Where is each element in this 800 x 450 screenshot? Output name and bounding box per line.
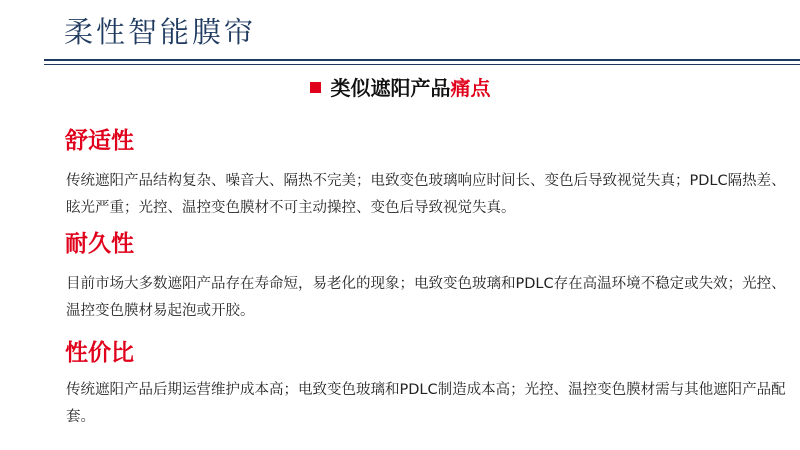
page-title: 柔性智能膜帘 bbox=[64, 15, 257, 49]
heading-comfort: 舒适性 bbox=[65, 128, 134, 154]
body-cost-performance: 传统遮阳产品后期运营维护成本高；电致变色玻璃和PDLC制造成本高；光控、温控变色膜材需与其他遮阳产品配套。 bbox=[66, 382, 786, 425]
body-durability: 目前市场大多数遮阳产品存在寿命短，易老化的现象；电致变色玻璃和PDLC存在高温环境不稳定或失效；光控、温控变色膜材易起泡或开胶。 bbox=[66, 276, 786, 319]
body-comfort: 传统遮阳产品结构复杂、噪音大、隔热不完美；电致变色玻璃响应时间长、变色后导致视觉失真；PDLC隔热差、眩光严重；光控、温控变色膜材不可主动操控、变色后导致视觉失真。 bbox=[66, 173, 786, 216]
heading-cost-performance: 性价比 bbox=[65, 340, 134, 366]
header-divider-thin bbox=[44, 64, 800, 65]
square-bullet-icon bbox=[310, 82, 321, 93]
heading-durability: 耐久性 bbox=[65, 231, 134, 257]
subtitle-highlight: 痛点 bbox=[450, 76, 491, 100]
section-subtitle bbox=[0, 74, 800, 102]
header-divider bbox=[44, 59, 800, 61]
subtitle-main: 类似遮阳产品 bbox=[330, 76, 451, 100]
